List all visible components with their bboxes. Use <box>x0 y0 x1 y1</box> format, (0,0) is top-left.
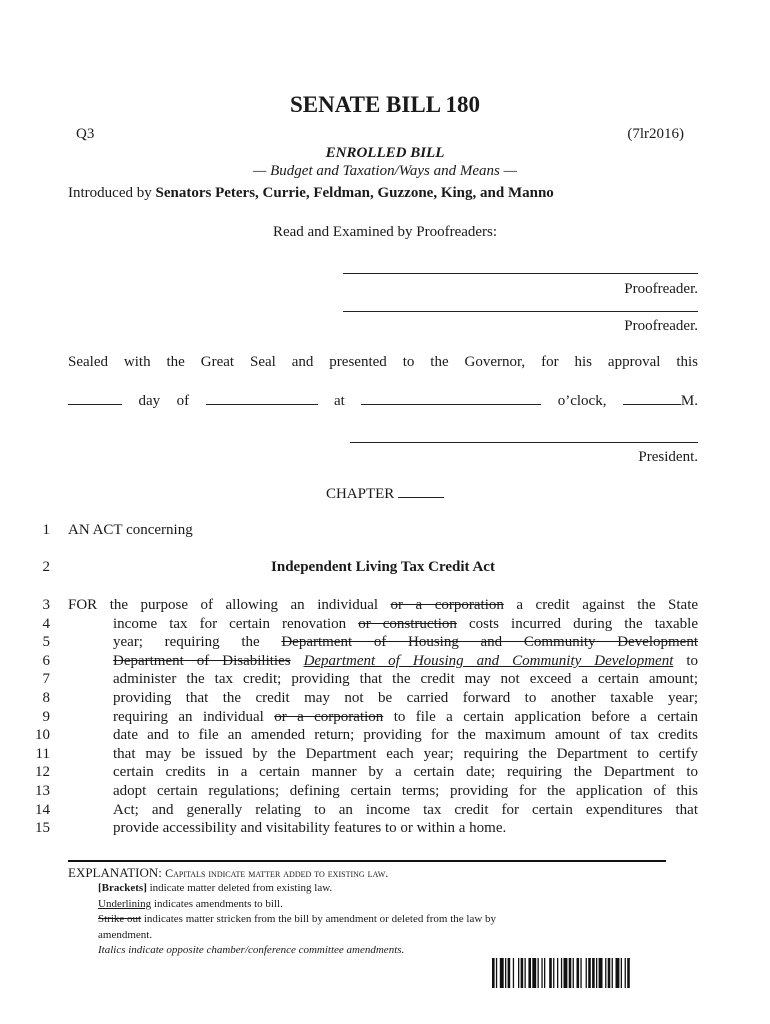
line-number: 11 <box>35 745 50 762</box>
barcode-bar <box>588 958 591 988</box>
barcode-bar <box>557 958 558 988</box>
short-title: Independent Living Tax Credit Act <box>271 559 495 575</box>
barcode-bar <box>608 958 611 988</box>
barcode-bar <box>528 958 531 988</box>
line-number: 14 <box>35 801 50 818</box>
line-text: certain credits in a certain manner by a certain date; requiring the Department to <box>113 764 698 781</box>
of-word: of <box>176 393 190 409</box>
barcode-bar <box>541 958 542 988</box>
line-number: 2 <box>42 559 50 575</box>
line-number: 8 <box>42 690 50 706</box>
president-label: President. <box>638 449 698 465</box>
line-text: requiring an individual or a corporation to file a certain application before a certain <box>113 708 699 725</box>
chapter-blank <box>398 485 444 498</box>
barcode-bar <box>599 958 603 988</box>
barcode-bar <box>513 958 514 988</box>
barcode-bar <box>525 958 526 988</box>
line-text: AN ACT concerning <box>68 522 193 538</box>
barcode-bar <box>496 958 497 988</box>
month-blank <box>206 392 318 405</box>
line-text: provide accessibility and visitability features to or within a home. <box>113 820 507 837</box>
barcode-image <box>492 958 680 988</box>
barcode-bar <box>553 958 554 988</box>
barcode-bar <box>577 958 580 988</box>
day-blank <box>68 392 122 405</box>
committee-line: — Budget and Taxation/Ways and Means — <box>253 163 517 179</box>
proofreader-label: Proofreader. <box>624 318 698 334</box>
chapter-word: CHAPTER <box>325 486 395 502</box>
meridiem-group <box>623 392 698 410</box>
intro-prefix: Introduced by <box>68 185 152 201</box>
explanation-header: EXPLANATION: Capitals indicate matter added to existing law. <box>68 865 389 880</box>
line-text: income tax for certain renovation or construction costs incurred during the taxable <box>113 615 699 632</box>
barcode-bar <box>532 958 536 988</box>
barcode-bar <box>586 958 587 988</box>
explanation-rule <box>68 860 666 862</box>
barcode-bar <box>612 958 613 988</box>
seal-sentence: Sealed with the Great Seal and presented to the Governor, for his approval this <box>68 354 698 370</box>
line-text: adopt certain regulations; defining certain terms; providing for the application of this <box>113 783 698 799</box>
bill-status: ENROLLED BILL <box>325 145 445 161</box>
brackets-note: [Brackets] indicate matter deleted from existing law. <box>98 882 333 894</box>
barcode-bar <box>538 958 539 988</box>
introduced-by <box>68 185 554 202</box>
barcode-bar <box>616 958 620 988</box>
line-number: 1 <box>42 522 50 538</box>
line-text: Act; and generally relating to an income tax credit for certain expenditures that <box>113 801 698 818</box>
barcode-bar <box>544 958 545 988</box>
line-text: that may be issued by the Department each year; requiring the Department to certify <box>113 745 698 762</box>
line-number: 9 <box>42 708 50 725</box>
line-text: Department of Disabilities Department of Housing and Community Development to <box>113 652 699 669</box>
signature-line <box>350 442 698 443</box>
bill-title: SENATE BILL 180 <box>289 92 481 117</box>
line-number: 7 <box>42 671 50 688</box>
line-number: 13 <box>35 783 50 799</box>
line-number: 3 <box>42 597 50 613</box>
barcode-bar <box>573 958 574 988</box>
line-number: 12 <box>35 764 50 781</box>
oclock-word: o’clock, <box>557 393 607 409</box>
m-word: M. <box>680 393 698 409</box>
signature-line <box>343 273 698 274</box>
line-number: 10 <box>35 727 50 744</box>
meridiem-blank <box>623 392 681 405</box>
seal-blanks <box>68 392 698 410</box>
read-examined: Read and Examined by Proofreaders: <box>272 224 498 240</box>
barcode-bar <box>505 958 506 988</box>
day-word: day <box>138 393 161 409</box>
barcode-bar <box>596 958 597 988</box>
line-text: date and to file an amended return; providing for the maximum amount of tax credits <box>113 727 698 744</box>
time-blank <box>361 392 541 405</box>
barcode-bar <box>621 958 622 988</box>
barcode-bar <box>625 958 626 988</box>
underlining-note: Underlining indicates amendments to bill. <box>98 897 283 910</box>
line-number: 4 <box>42 615 50 632</box>
barcode-bar <box>492 958 495 988</box>
caps-note: Capitals indicate matter added to existing law. <box>165 866 389 880</box>
barcode-bar <box>521 958 524 988</box>
line-number: 5 <box>42 634 50 651</box>
barcode-bar <box>508 958 511 988</box>
barcode-bar <box>592 958 595 988</box>
barcode-bar <box>605 958 606 988</box>
explanation <box>68 865 668 959</box>
bill-code: Q3 <box>76 126 95 142</box>
barcode-bar <box>564 958 568 988</box>
signature-line <box>343 311 698 312</box>
line-text: year; requiring the Department of Housing and Community Development <box>113 634 699 651</box>
barcode-bar <box>561 958 562 988</box>
line-text: FOR the purpose of allowing an individual or a corporation a credit against the State <box>68 597 699 613</box>
chapter-line <box>0 485 770 503</box>
barcode-bar <box>518 958 519 988</box>
line-text: providing that the credit may not be carried forward to another taxable year; <box>113 690 698 706</box>
barcode-bar <box>580 958 581 988</box>
line-number: 15 <box>35 820 50 837</box>
italics-note: Italics indicate opposite chamber/conference committee amendments. <box>98 944 405 956</box>
strike-note: Strike out indicates matter stricken from the bill by amendment or deleted from the law by amendment. <box>98 913 497 941</box>
line-text: administer the tax credit; providing that the credit may not exceed a certain amount; <box>113 671 698 688</box>
barcode-bar <box>549 958 552 988</box>
at-word: at <box>333 393 345 409</box>
barcode-bar <box>627 958 630 988</box>
proofreader-label: Proofreader. <box>624 281 698 297</box>
sponsors: Senators Peters, Currie, Feldman, Guzzone, King, and Manno <box>155 185 554 201</box>
barcode-bar <box>500 958 504 988</box>
barcode-bar <box>569 958 572 988</box>
draft-code: (7lr2016) <box>627 126 684 142</box>
line-number: 6 <box>42 652 50 669</box>
